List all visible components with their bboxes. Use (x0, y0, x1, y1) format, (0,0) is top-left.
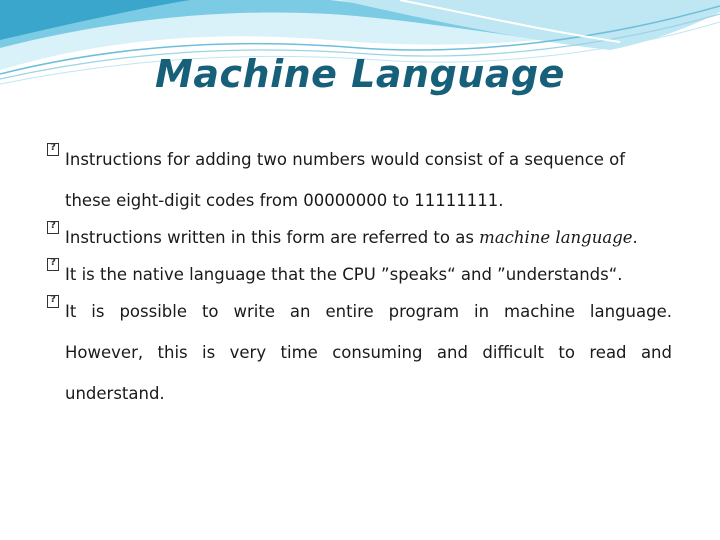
bullet-item (46, 217, 672, 258)
bullet-emphasis: machine language (479, 228, 633, 247)
bullet-text (65, 217, 672, 258)
bullet-item (46, 291, 672, 414)
bullet-text: It is the native language that the CPU ”speaks“ and ”understands“. (65, 265, 623, 284)
bullet-text: It is possible to write an entire program in machine language. However, this is very time consuming and difficult to read and understand. (65, 302, 672, 403)
bullet-marker-icon (47, 258, 59, 271)
bullet-text: Instructions for adding two numbers would consist of a sequence of these eight-digit codes from 00000000 to 11111111. (65, 150, 626, 210)
bullet-list (46, 148, 672, 419)
bullet-marker-icon (47, 295, 59, 308)
bullet-text-after: . (632, 228, 638, 247)
bullet-item (46, 254, 672, 295)
slide-title: Machine Language (155, 52, 565, 96)
bullet-text-before: Instructions written in this form are referred to as (65, 228, 480, 247)
bullet-marker-icon (47, 143, 59, 156)
bullet-marker-icon (47, 221, 59, 234)
bullet-item (46, 139, 672, 221)
